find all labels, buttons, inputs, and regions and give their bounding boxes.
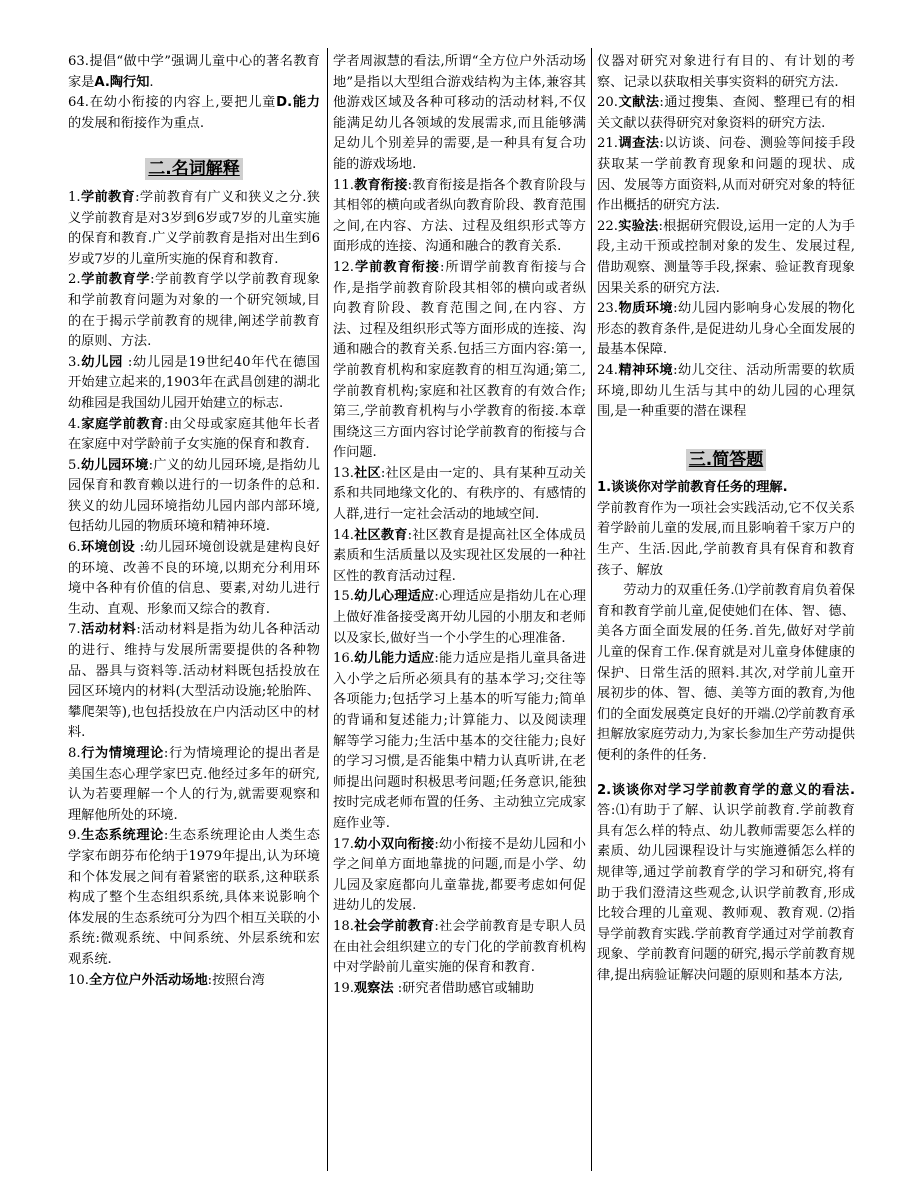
term-definition: :通过搜集、查阅、整理已有的相关文献以获得研究对象资料的研究方法. [597, 95, 855, 131]
term-definition: :心理适应是指幼儿在心理上做好准备接受离开幼儿园的小朋友和老师以及家长,做好当一个小学生的心理准备. [333, 589, 586, 646]
question-1-paragraph-2: 劳动力的双重任务.⑴学前教育肩负着保育和教育学前儿童,促使她们在体、智、德、美各方面全面发展的任务.首先,做好对学前儿童的保育工作.保育就是对儿童身体健康的保护、日常生活的照料.其次,对学前儿童开展初步的体、智、德、美等方面的教育,为他们的全面发展奠定良好的开端.⑵学前教育承担解放家庭劳动力,为家长参加生产劳动提供便利的条件的任务. [597, 583, 855, 763]
terms-list [68, 188, 320, 991]
term-entry [68, 971, 320, 992]
term-entry [68, 826, 320, 970]
question-2-title: 2.谈谈你对学习学前教育学的意义的看法. [597, 782, 855, 798]
term-10-continued: 学者周淑慧的看法,所谓“全方位户外活动场地”是指以大型组合游戏结构为主体,兼容其他游戏区域及各种可移动的活动材料,不仅能满足幼儿各领域的发展需求,而且能够满足幼儿个别差异的需要,是一种具有复合功能的游戏场地. [333, 54, 586, 172]
term-heading: 家庭学前教育 [80, 416, 164, 432]
term-heading: 社区 [353, 465, 381, 481]
term-number: 9. [68, 828, 81, 844]
term-definition: :幼儿园环境创设就是建构良好的环境、改善不良的环境,以期充分利用环境中各种有价值的信息、要素,对幼儿进行生动、直观、形象而又综合的教育. [68, 540, 320, 617]
term-number: 15. [333, 589, 354, 605]
item-64-answer: D.能力 [276, 95, 320, 111]
term-heading: 实验法 [617, 218, 659, 234]
term-heading: 活动材料 [80, 622, 137, 638]
spacer [597, 767, 855, 781]
term-entry [597, 299, 855, 361]
term-definition: :行为情境理论的提出者是美国生态心理学家巴克.他经过多年的研究,认为若要理解一个人的行为,就需要观察和理解他所处的环境. [68, 746, 320, 823]
term-definition: :幼儿交往、活动所需要的软质环境,即幼儿生活与其中的幼儿园的心理氛围,是一种重要的潜在课程 [597, 362, 855, 420]
term-definition: :幼小衔接不是幼儿园和小学之间单方面地靠拢的问题,而是小学、幼儿园及家庭都向儿童靠拢,都要考虑如何促进幼儿的发展. [333, 836, 586, 914]
term-heading: 教育衔接 [353, 177, 408, 193]
term-entry [333, 979, 586, 1000]
term-number: 19. [333, 980, 354, 996]
section-3-title: 三.简答题 [686, 449, 766, 471]
terms-list [333, 176, 586, 1000]
column-divider-2 [591, 48, 592, 1171]
term-number: 17. [333, 836, 354, 852]
item-63-answer: A.陶行知 [94, 74, 150, 90]
column-divider-1 [327, 48, 328, 1171]
term-number: 18. [333, 918, 354, 934]
column-3 [597, 52, 855, 1173]
term-entry [68, 353, 320, 415]
term-entry [333, 526, 586, 588]
question-2 [597, 781, 855, 987]
term-definition: :生态系统理论由人类生态学家布朗芬布伦纳于1979年提出,认为环境和个体发展之间有着紧密的联系,这种联系构成了整个生态组织系统,具体来说影响个体发展的生态系统可分为四个相互关联的小系统:微观系统、中间系统、外层系统和宏观系统. [68, 828, 320, 967]
term-heading: 学前教育 [80, 189, 136, 205]
term-entry [333, 258, 586, 464]
term-heading: 幼小双向衔接 [353, 836, 435, 852]
term-heading: 文献法 [617, 95, 660, 111]
term-definition: :幼儿园内影响身心发展的物化形态的教育条件,是促进幼儿身心全面发展的最基本保障. [597, 301, 855, 358]
term-entry [333, 176, 586, 258]
term-number: 13. [333, 465, 354, 481]
term-number: 8. [68, 746, 81, 761]
term-definition: :所谓学前教育衔接与合作,是指学前教育阶段其相邻的横向或者纵向教育阶段、教育范围之间,在内容、方法、过程及组织形式等方面形成的连接、沟通和融合的教育关系.包括三方面内容:第一,学前教育机构和家庭教育的相互沟通;第二,学前教育机构;家庭和社区教育的有效合作;第三,学前教育机构与小学教育的衔接.本章围绕这三方面内容讨论学前教育的衔接与合作问题. [333, 259, 586, 461]
term-heading: 物质环境 [617, 301, 674, 317]
term-heading: 行为情境理论 [80, 746, 164, 761]
term-definition: :由父母或家庭其他年长者在家庭中对学龄前子女实施的保育和教育. [68, 416, 320, 453]
term-heading: 幼儿心理适应 [353, 589, 435, 605]
term-heading: 学前教育衔接 [353, 259, 440, 275]
term-entry [68, 620, 320, 744]
term-definition: :社区是由一定的、具有某种互动关系和共同地缘文化的、有秩序的、有感情的人群,进行一定社会活动的地域空间. [333, 465, 586, 523]
term-entry [333, 649, 586, 834]
term-heading: 社区教育 [353, 527, 408, 543]
term-number: 24. [597, 362, 618, 378]
term-heading: 学前教育学 [80, 272, 151, 288]
term-number: 1. [68, 189, 81, 205]
section-2-title: 二.名词解释 [145, 158, 242, 180]
term-number: 6. [68, 540, 81, 556]
term-definition: :教育衔接是指各个教育阶段与其相邻的横向或者纵向教育阶段、教育范围之间,在内容、方法、过程及组织形式等方面形成的连接、沟通和融合的教育关系. [333, 177, 586, 255]
term-definition: :社会学前教育是专职人员在由社会组织建立的专门化的学前教育机构中对学龄前儿童实施的保育和教育. [333, 918, 586, 976]
term-entry [597, 93, 855, 134]
term-entry [333, 917, 586, 979]
term-number: 7. [68, 622, 81, 638]
term-number: 5. [68, 457, 81, 473]
column-2 [333, 52, 586, 1173]
term-heading: 环境创设 [80, 540, 136, 556]
term-definition: :以访谈、问卷、测验等间接手段获取某一学前教育现象和问题的现状、成因、发展等方面资料,从而对研究对象的特征作出概括的研究方法. [597, 136, 855, 214]
terms-list [597, 93, 855, 423]
term-entry [333, 464, 586, 526]
term-definition: :研究者借助感官或辅助 [393, 980, 535, 996]
term-number: 22. [597, 218, 618, 234]
term-entry [68, 744, 320, 826]
term-definition: :学前教育有广义和狭义之分.狭义学前教育是对3岁到6岁或7岁的儿童实施的保育和教育.广义学前教育是指对出生到6岁或7岁的儿童所实施的保育和教育. [68, 189, 320, 267]
section-title [68, 158, 320, 182]
question-1-paragraph-1: 学前教育作为一项社会实践活动,它不仅关系着学龄前儿童的发展,而且影响着千家万户的生产、生活.因此,学前教育具有保育和教育孩子、解放 [597, 500, 855, 578]
term-entry [68, 188, 320, 270]
term-number: 12. [333, 259, 354, 275]
column-1 [68, 52, 320, 1173]
term-number: 4. [68, 416, 81, 432]
term-entry [68, 456, 320, 538]
term-entry [597, 361, 855, 423]
term-entry [68, 270, 320, 352]
term-entry [333, 835, 586, 917]
question-1-title: 1.谈谈你对学前教育任务的理解. [597, 480, 788, 496]
term-number: 21. [597, 136, 618, 152]
term-heading: 调查法 [617, 136, 660, 152]
item-64: 64.在幼小衔接的内容上,要把儿童D.能力的发展和衔接作为重点. [68, 95, 320, 131]
term-definition: :幼儿园是19世纪40年代在德国开始建立起来的,1903年在武昌创建的湖北幼稚园是我国幼儿园开始建立的标志. [68, 354, 320, 411]
term-entry [333, 587, 586, 649]
term-definition: :广义的幼儿园环境,是指幼儿园保育和教育赖以进行的一切条件的总和.狭义的幼儿园环境指幼儿园内部内部环境,包括幼儿园的物质环境和精神环境. [68, 457, 320, 535]
term-entry [68, 415, 320, 456]
term-number: 10. [68, 972, 89, 988]
term-heading: 社会学前教育 [353, 918, 435, 934]
term-definition: :社区教育是提高社区全体成员素质和生活质量以及实现社区发展的一种社区性的教育活动过程. [333, 527, 586, 584]
term-definition: :活动材料是指为幼儿各种活动的进行、维持与发展所需要提供的各种物品、器具与资料等.活动材料既包括投放在园区环境内的材料(大型活动设施;轮胎阵、攀爬架等),也包括投放在户内活动区中的材料. [68, 622, 320, 741]
term-number: 14. [333, 527, 354, 543]
term-number: 2. [68, 272, 81, 288]
term-entry [597, 134, 855, 216]
term-heading: 幼儿园环境 [80, 457, 149, 473]
term-entry [597, 217, 855, 299]
term-number: 11. [333, 177, 354, 193]
term-heading: 幼儿园 [80, 354, 123, 370]
term-definition: :学前教育学以学前教育现象和学前教育问题为对象的一个研究领域,目的在于揭示学前教育的规律,阐述学前教育的原则、方法. [68, 272, 320, 350]
term-19-continued: 仪器对研究对象进行有目的、有计划的考察、记录以获取相关事实资料的研究方法. [597, 54, 855, 90]
term-entry [68, 538, 320, 620]
term-heading: 精神环境 [617, 362, 674, 378]
item-63: 63.提倡“做中学”强调儿童中心的著名教育家是A.陶行知. [68, 54, 320, 90]
term-number: 16. [333, 651, 354, 667]
term-heading: 生态系统理论 [80, 828, 164, 844]
term-definition: :按照台湾 [207, 972, 265, 988]
term-heading: 全方位户外活动场地 [88, 972, 208, 988]
section-title [597, 449, 855, 473]
term-number: 23. [597, 301, 618, 317]
term-number: 3. [68, 354, 81, 370]
term-heading: 幼儿能力适应 [353, 651, 435, 667]
term-heading: 观察法 [353, 980, 394, 996]
question-2-body: 答:⑴有助于了解、认识学前教育.学前教育具有怎么样的特点、幼儿教师需要怎么样的素质、幼儿园课程设计与实施遵循怎么样的规律等,通过学前教育学的学习和研究,将有助于我们澄清这些观念,认识学前教育,形成比较合理的儿童观、教师观、教育观. ⑵指导学前教育实践.学前教育学通过对学前教育现象、学前教育问题的研究,揭示学前教育规律,提出病验证解决问题的原则和基本方法, [597, 803, 855, 983]
term-definition: :根据研究假设,运用一定的人为手段,主动干预或控制对象的发生、发展过程,借助观察、测量等手段,探索、验证教育现象因果关系的研究方法. [597, 218, 855, 296]
term-number: 20. [597, 95, 618, 111]
term-definition: :能力适应是指儿童具备进入小学之后所必须具有的基本学习;交往等各项能力;包括学习上基本的听写能力;简单的背诵和复述能力;计算能力、以及阅读理解等学习能力;生活中基本的交往能力;良好的学习习惯,是否能集中精力认真听讲,在老师提出问题时积极思考问题;任务意识,能独按时完成老师布置的任务、主动独立完成家庭作业等. [333, 651, 586, 831]
